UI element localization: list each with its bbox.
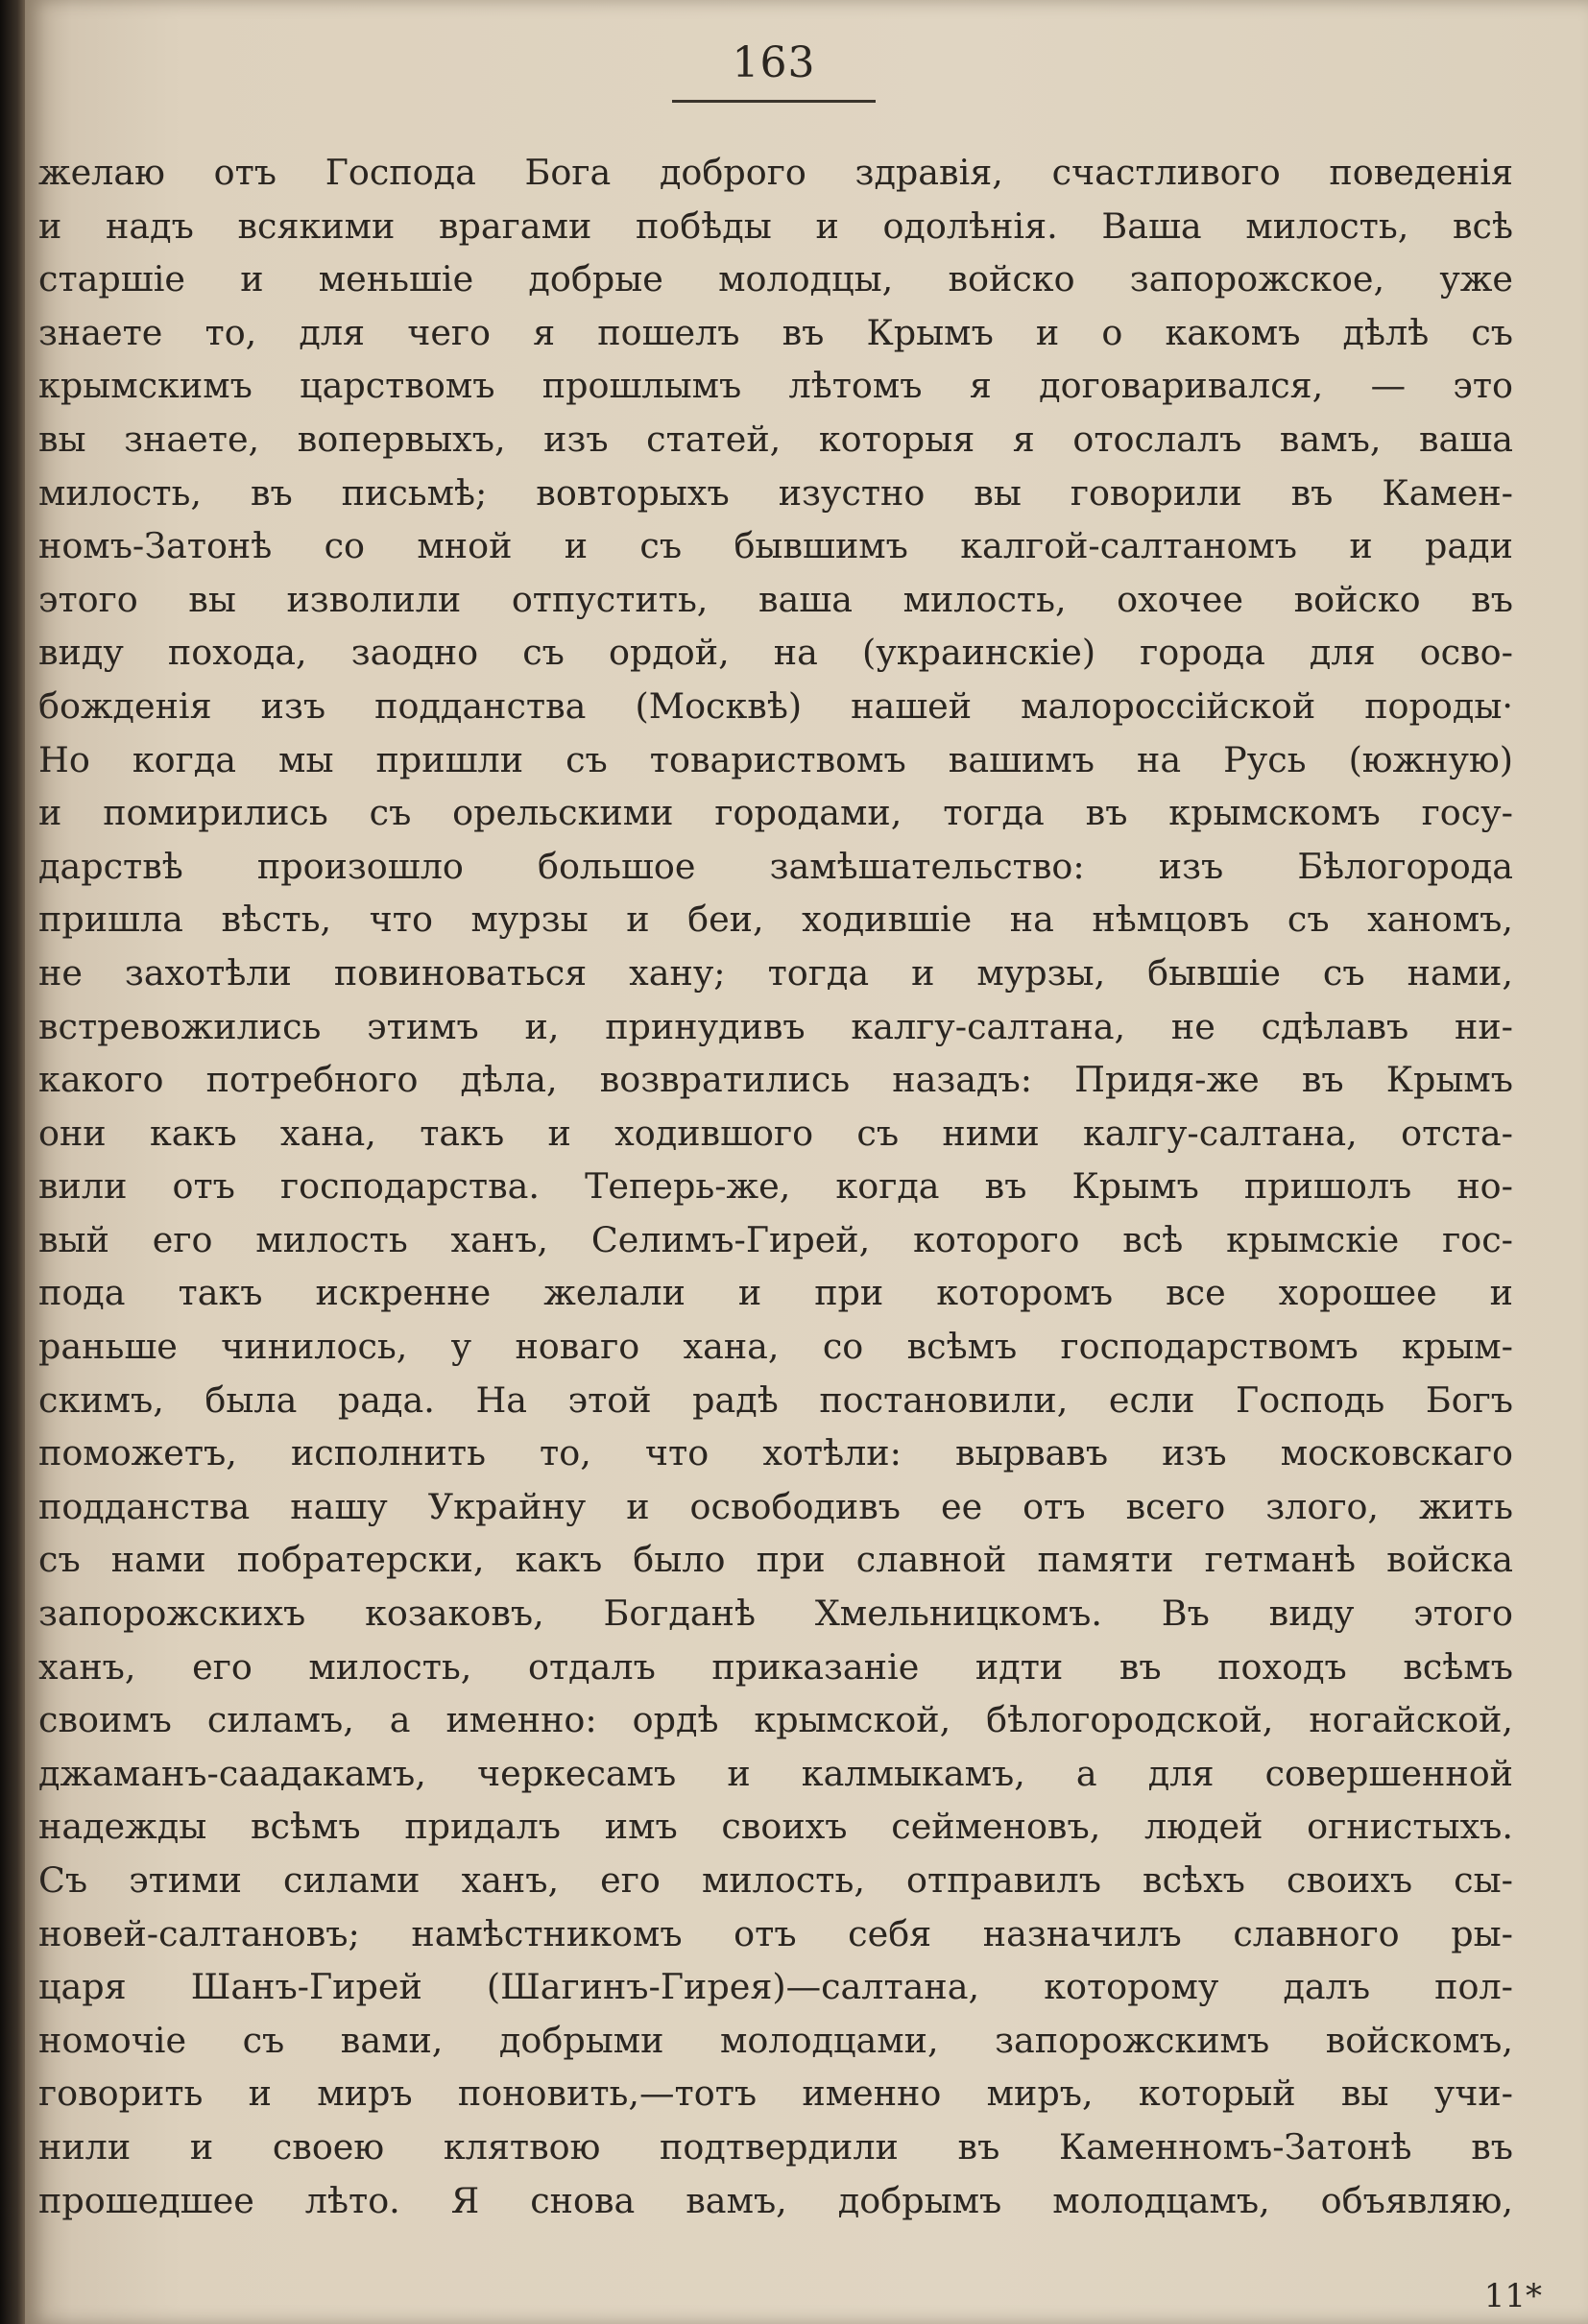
text-line: поможетъ, исполнить то, что хотѣли: вырвавъ изъ московскаго	[38, 1432, 1513, 1474]
text-line: запорожскихъ козаковъ, Богданѣ Хмельницкомъ. Въ виду этого	[38, 1593, 1513, 1635]
text-line: знаете то, для чего я пошелъ въ Крымъ и о какомъ дѣлѣ съ	[38, 311, 1513, 353]
body-text	[38, 146, 1513, 2227]
text-line: дарствѣ произошло большое замѣшательство: изъ Бѣлогорода	[38, 845, 1513, 887]
book-page	[25, 0, 1588, 2324]
text-line: милость, въ письмѣ; вовторыхъ изустно вы говорили въ Камен-	[38, 471, 1513, 514]
text-line: номочіе съ вами, добрыми молодцами, запорожскимъ войскомъ,	[38, 2019, 1513, 2061]
text-line: и надъ всякими врагами побѣды и одолѣнія. Ваша милость, всѣ	[38, 204, 1513, 247]
text-line: не захотѣли повиноваться хану; тогда и мурзы, бывшіе съ нами,	[38, 951, 1513, 994]
text-line: нили и своею клятвою подтвердили въ Каменномъ-Затонѣ въ	[38, 2125, 1513, 2168]
text-line: ханъ, его милость, отдалъ приказаніе идти въ походъ всѣмъ	[38, 1645, 1513, 1688]
text-line: вили отъ господарства. Теперь-же, когда въ Крымъ пришолъ но-	[38, 1165, 1513, 1208]
text-line: прошедшее лѣто. Я снова вамъ, добрымъ молодцамъ, объявляю,	[38, 2179, 1513, 2221]
text-line: новей-салтановъ; намѣстникомъ отъ себя назначилъ славного ры-	[38, 1912, 1513, 1954]
text-line: и помирились съ орельскими городами, тогда въ крымскомъ госу-	[38, 792, 1513, 834]
text-line: надежды всѣмъ придалъ имъ своихъ сейменовъ, людей огнистыхъ.	[38, 1806, 1513, 1848]
text-line: царя Шанъ-Гирей (Шагинъ-Гирея)—салтана, которому далъ пол-	[38, 1966, 1513, 2008]
printer-signature-mark: 11*	[1483, 2277, 1542, 2315]
text-line: они какъ хана, такъ и ходившого съ ними калгу-салтана, отста-	[38, 1112, 1513, 1154]
text-line: божденія изъ подданства (Москвѣ) нашей малороссійской породы·	[38, 684, 1513, 727]
text-line: джаманъ-саадакамъ, черкесамъ и калмыкамъ, а для совершенной	[38, 1752, 1513, 1794]
page-number: 163	[732, 38, 816, 87]
text-line: своимъ силамъ, а именно: ордѣ крымской, бѣлогородской, ногайской,	[38, 1699, 1513, 1741]
text-line: встревожились этимъ и, принудивъ калгу-салтана, не сдѣлавъ ни-	[38, 1005, 1513, 1047]
text-line: вый его милость ханъ, Селимъ-Гирей, которого всѣ крымскіе гос-	[38, 1218, 1513, 1260]
text-line: съ нами побратерски, какъ было при славной памяти гетманѣ войска	[38, 1539, 1513, 1581]
text-line: говорить и миръ поновить,—тотъ именно миръ, который вы учи-	[38, 2072, 1513, 2115]
text-line: вы знаете, вопервыхъ, изъ статей, которыя я отослалъ вамъ, ваша	[38, 418, 1513, 460]
text-line: Но когда мы пришли съ товариствомъ вашимъ на Русь (южную)	[38, 738, 1513, 780]
text-line: старшіе и меньшіе добрые молодцы, войско запорожское, уже	[38, 258, 1513, 300]
text-line: пода такъ искренне желали и при которомъ все хорошее и	[38, 1272, 1513, 1314]
text-line: раньше чинилось, у новаго хана, со всѣмъ господарствомъ крым-	[38, 1326, 1513, 1368]
page-number-rule	[672, 100, 876, 103]
text-line: пришла вѣсть, что мурзы и беи, ходившіе на нѣмцовъ съ ханомъ,	[38, 898, 1513, 941]
text-line: подданства нашу Украйну и освободивъ ее отъ всего злого, жить	[38, 1485, 1513, 1527]
text-line: Съ этими силами ханъ, его милость, отправилъ всѣхъ своихъ сы-	[38, 1859, 1513, 1901]
text-line: желаю отъ Господа Бога доброго здравія, счастливого поведенія	[38, 152, 1513, 193]
text-line: виду похода, заодно съ ордой, на (украинскіе) города для осво-	[38, 632, 1513, 674]
book-spine-shadow	[0, 0, 25, 2324]
text-line: скимъ, была рада. На этой радѣ постановили, если Господь Богъ	[38, 1378, 1513, 1421]
text-line: какого потребного дѣла, возвратились назадъ: Придя-же въ Крымъ	[38, 1059, 1513, 1101]
text-line: крымскимъ царствомъ прошлымъ лѣтомъ я договаривался, — это	[38, 365, 1513, 407]
text-line: номъ-Затонѣ со мной и съ бывшимъ калгой-салтаномъ и ради	[38, 525, 1513, 567]
text-line: этого вы изволили отпустить, ваша милость, охочее войско въ	[38, 578, 1513, 620]
